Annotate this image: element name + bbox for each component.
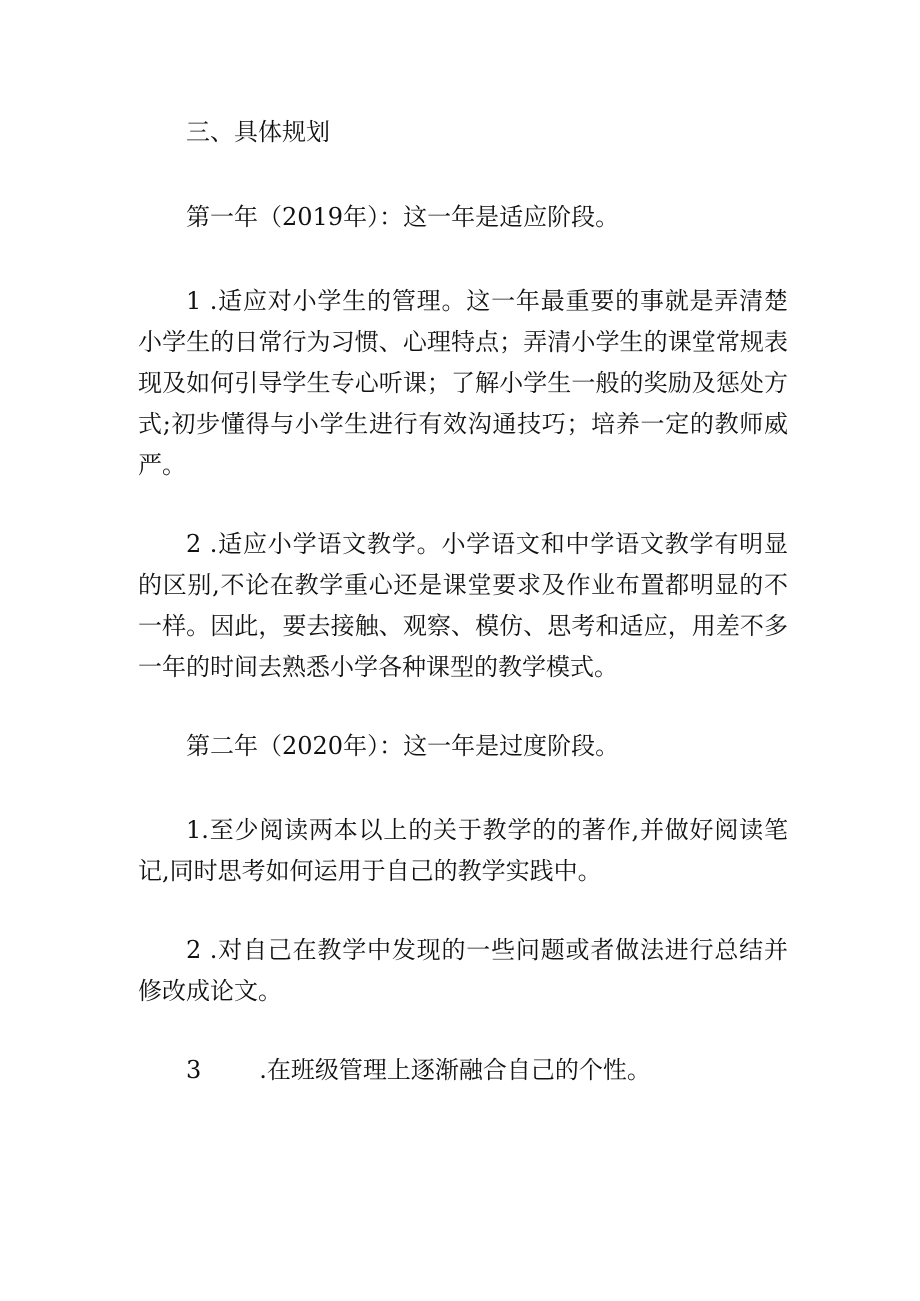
year-two-item-3 xyxy=(138,1050,788,1091)
item-number: 2 xyxy=(186,530,202,558)
year-one-title: 第一年（2019年）：这一年是适应阶段。 xyxy=(186,203,620,231)
item-text: .适应小学语文教学。小学语文和中学语文教学有明显的区别,不论在教学重心还是课堂要求及作业布置都明显的不一样。因此，要去接触、观察、模仿、思考和适应，用差不多一年的时间去熟悉小学各种课型的教学模式。 xyxy=(138,530,788,681)
item-text: .对自己在教学中发现的一些问题或者做法进行总结并修改成论文。 xyxy=(138,936,788,1005)
item-number: 1 xyxy=(186,816,202,844)
item-text: .在班级管理上逐渐融合自己的个性。 xyxy=(259,1056,651,1084)
year-two-item-2 xyxy=(138,930,788,1012)
item-text: .适应对小学生的管理。这一年最重要的事就是弄清楚小学生的日常行为习惯、心理特点；弄清小学生的课堂常规表现及如何引导学生专心听课；了解小学生一般的奖励及惩处方式;初步懂得与小学生进行有效沟通技巧；培养一定的教师威严。 xyxy=(138,287,788,479)
year-one-item-2 xyxy=(138,524,788,688)
section-heading: 三、具体规划 xyxy=(186,118,330,146)
year-two-item-1 xyxy=(138,810,788,892)
document-body xyxy=(138,112,788,1129)
item-number: 2 xyxy=(186,936,202,964)
item-number: 3 xyxy=(186,1056,202,1084)
item-number: 1 xyxy=(186,287,202,315)
year-two-title: 第二年（2020年）：这一年是过度阶段。 xyxy=(186,732,620,760)
year-one-item-1 xyxy=(138,281,788,486)
item-text: .至少阅读两本以上的关于教学的的著作,并做好阅读笔记,同时思考如何运用于自己的教学实践中。 xyxy=(138,816,788,885)
